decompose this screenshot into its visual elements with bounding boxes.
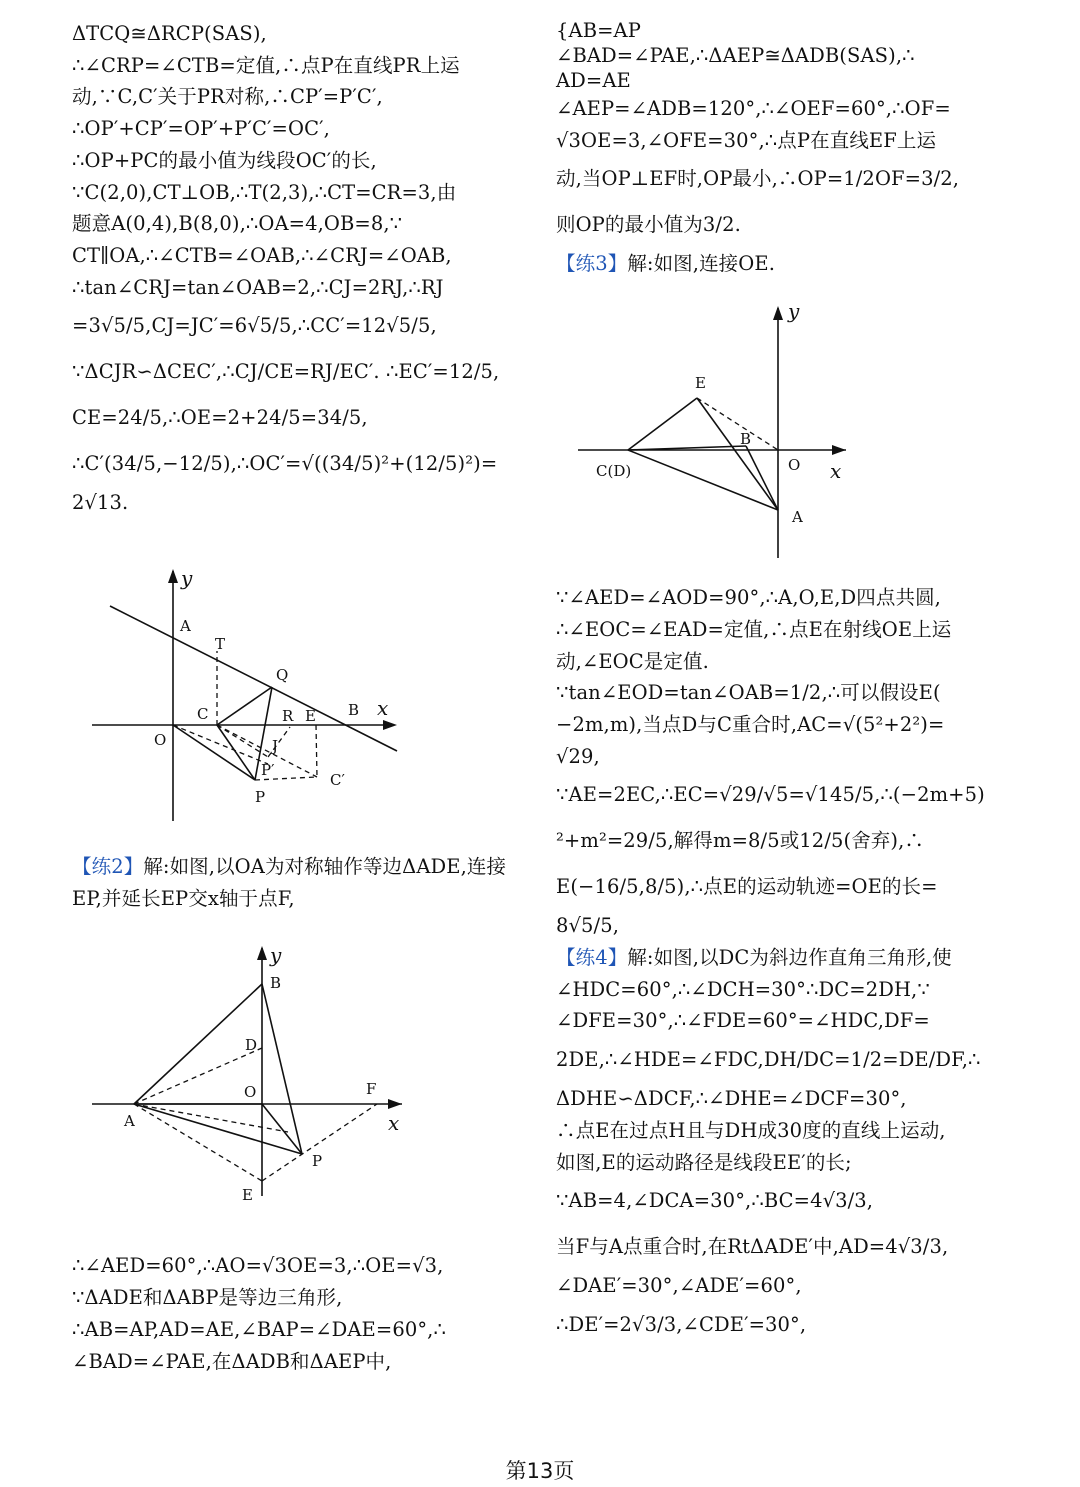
text-line: ∠BAD=∠PAE,∴ΔAEP≅ΔADB(SAS),∴ [556,44,915,67]
fig2-label-e: E [242,1186,253,1205]
text-line: ∵∠AED=∠AOD=90°,∴A,O,E,D四点共圆, [556,586,941,610]
fig2-label-f: F [366,1080,377,1099]
fig3-label-y: y [788,299,800,324]
text-line: ∠HDC=60°,∴∠DCH=30°∴DC=2DH,∵ [556,977,930,1001]
figure-2-diagram [72,936,528,1236]
practice-4-line: 解:如图,以DC为斜边作直角三角形,使 [627,946,952,970]
fig1-label-e: E [305,707,316,726]
left-text-bottom [72,1250,528,1377]
fig2-label-a: A [124,1112,135,1131]
text-line: ΔDHE∽ΔDCF,∴∠DHE=∠DCF=30°, [556,1087,907,1111]
fig2-label-y: y [270,943,282,968]
text-line: 则OP的最小值为3/2. [556,213,741,237]
text-line: ²+m²=29/5,解得m=8/5或12/5(舍弃),∴ [556,829,925,853]
text-line: 当F与A点重合时,在RtΔADE′中,AD=4√3/3, [556,1235,949,1259]
fig2-label-d: D [245,1036,258,1055]
fig3-label-e: E [695,374,706,393]
text-line: ∴AB=AP,AD=AE,∠BAP=∠DAE=60°,∴ [72,1317,446,1341]
text-line: ∴C′(34/5,−12/5),∴OC′=√((34/5)²+(12/5)²)= [72,452,498,476]
text-line: E(−16/5,8/5),∴点E的运动轨迹=OE的长= [556,875,938,899]
fig1-label-p: P [255,788,266,807]
fig1-label-b: B [348,701,360,720]
text-line: 如图,E的运动路径是线段EE′的长; [556,1150,852,1174]
fig1-label-y: y [181,566,193,591]
text-line: ∴∠EOC=∠EAD=定值,∴点E在射线OE上运 [556,617,952,641]
fig1-label-j: J [272,737,279,756]
text-line: EP,并延长EP交x轴于点F, [72,886,295,910]
fig2-label-p: P [312,1152,323,1171]
text-line: 8√5/5, [556,914,620,938]
fig2-label-x: x [388,1111,400,1136]
fig3-label-c-d: C(D) [596,462,632,481]
fig2-label-b: B [270,974,282,993]
text-line: ∴∠AED=60°,∴AO=√3OE=3,∴OE=√3, [72,1254,444,1278]
fig1-label-o: O [154,731,167,750]
practice-2-tag: 【练2】 [72,855,144,879]
practice-3-heading [556,248,1012,280]
text-line: ∴DE′=2√3/3,∠CDE′=30°, [556,1312,807,1336]
right-column [556,18,1012,1348]
fig1-label-t: T [215,635,226,654]
text-line: ∴点E在过点H且与DH成30度的直线上运动, [556,1118,946,1142]
fig3-label-a: A [792,508,803,527]
text-line: CE=24/5,∴OE=2+24/5=34/5, [72,406,368,430]
figure-1-diagram [72,539,528,829]
right-text-top [556,18,1012,248]
fig1-label-c-prime: C′ [330,771,345,790]
fig3-label-o: O [788,456,801,475]
text-line: ΔTCQ≅ΔRCP(SAS), [72,22,267,45]
text-line: ∵AE=2EC,∴EC=√29/√5=√145/5,∴(−2m+5) [556,783,985,807]
practice-4-heading [556,942,1012,974]
text-line: ∴OP′+CP′=OP′+P′C′=OC′, [72,117,330,141]
text-line: ∵ΔCJR∽ΔCEC′,∴CJ/CE=RJ/EC′. ∴EC′=12/5, [72,360,500,384]
text-line: ∵C(2,0),CT⊥OB,∴T(2,3),∴CT=CR=3,由 [72,180,457,204]
text-line: AD=AE [556,69,631,92]
text-line: {AB=AP [556,19,641,42]
fig1-label-x: x [377,696,389,721]
fig3-label-x: x [830,459,842,484]
text-line: 动,∠EOC是定值. [556,649,709,673]
fig1-label-p-prime: P′ [261,761,275,780]
figure-3-diagram [556,296,1012,566]
fig1-label-r: R [282,707,294,726]
text-line: =3√5/5,CJ=JC′=6√5/5,∴CC′=12√5/5, [72,314,437,338]
practice-3-tag: 【练3】 [556,252,628,276]
text-line: ∠AEP=∠ADB=120°,∴∠OEF=60°,∴OF= [556,97,951,120]
text-line: CT∥OA,∴∠CTB=∠OAB,∴∠CRJ=∠OAB, [72,243,452,267]
text-line: ∵ΔADE和ΔABP是等边三角形, [72,1286,343,1310]
practice-4-tag: 【练4】 [556,946,628,970]
text-line: 动,当OP⊥EF时,OP最小,∴OP=1/2OF=3/2, [556,167,960,191]
right-text-mid [556,582,1012,942]
fig1-label-q: Q [276,666,289,685]
fig1-label-c: C [197,705,209,724]
text-line: ∴tan∠CRJ=tan∠OAB=2,∴CJ=2RJ,∴RJ [72,275,444,299]
text-line: √29, [556,744,600,768]
left-text-top [72,18,528,519]
text-line: ∵tan∠EOD=tan∠OAB=1/2,∴可以假设E( [556,681,941,705]
text-line: ∵AB=4,∠DCA=30°,∴BC=4√3/3, [556,1189,874,1213]
text-line: √3OE=3,∠OFE=30°,∴点P在直线EF上运 [556,128,937,152]
practice-2-heading [72,851,528,883]
text-line: 动,∵C,C′关于PR对称,∴CP′=P′C′, [72,85,383,109]
fig2-label-o: O [244,1083,257,1102]
fig3-label-b: B [740,430,752,449]
practice-3-line: 解:如图,连接OE. [627,252,776,276]
text-line: ∠DFE=30°,∴∠FDE=60°=∠HDC,DF= [556,1009,930,1033]
text-line: 2DE,∴∠HDE=∠FDC,DH/DC=1/2=DE/DF,∴ [556,1048,981,1072]
text-line: 题意A(0,4),B(8,0),∴OA=4,OB=8,∵ [72,212,403,236]
text-line: ∠BAD=∠PAE,在ΔADB和ΔAEP中, [72,1349,392,1373]
text-line: ∠DAE′=30°,∠ADE′=60°, [556,1274,802,1298]
text-line: −2m,m),当点D与C重合时,AC=√(5²+2²)= [556,712,945,736]
left-column [72,18,528,1377]
fig1-label-a: A [180,617,191,636]
practice-2-line: 解:如图,以OA为对称轴作等边ΔADE,连接 [143,855,507,879]
text-line: 2√13. [72,491,129,515]
text-line: ∴∠CRP=∠CTB=定值,∴点P在直线PR上运 [72,53,460,77]
text-line: ∴OP+PC的最小值为线段OC′的长, [72,148,377,172]
page-number: 第13页 [505,1459,575,1483]
